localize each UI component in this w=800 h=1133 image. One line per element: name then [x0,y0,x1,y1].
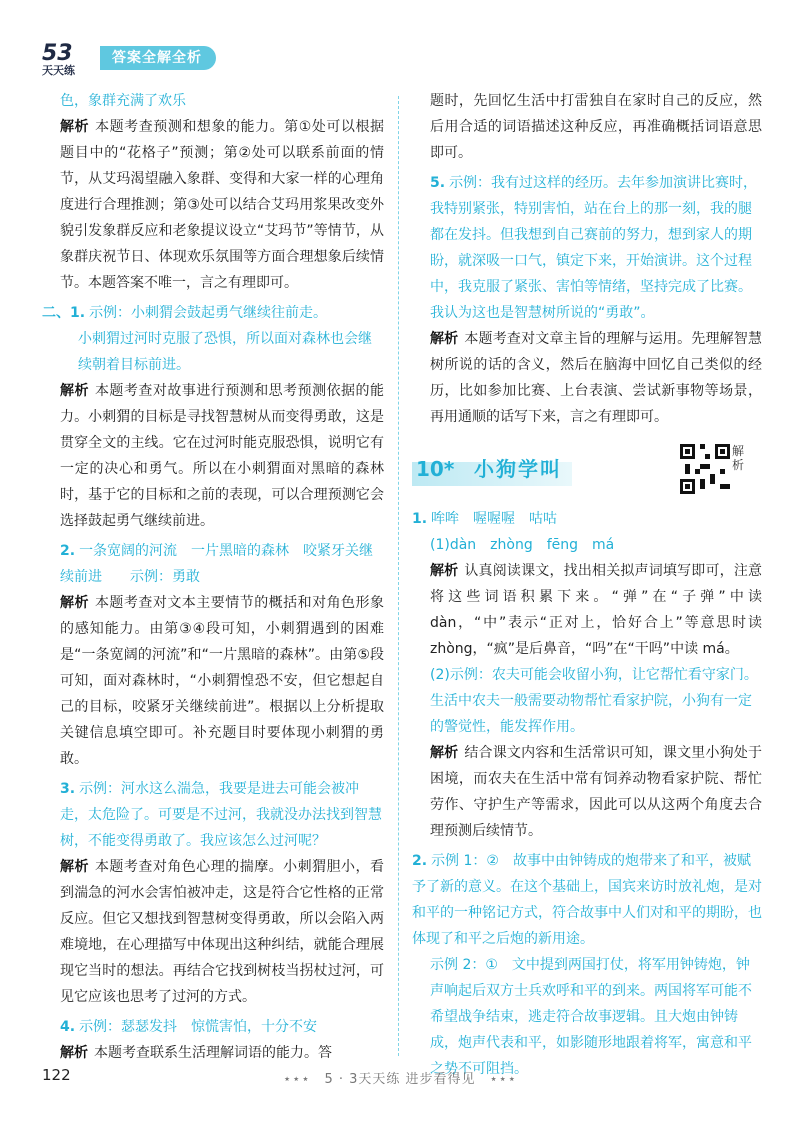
analysis-paragraph: 解析 本题考查对故事进行预测和思考预测依据的能力。小刺猬的目标是寻找智慧树从而变得勇敢，这是贯穿全文的主线。它在过河时能克服恐惧，说明它有一定的决心和勇气。所以在小刺猬面对黑暗的森林时，基于它的目标和之前的表现，可以合理预测它会选择鼓起勇气继续前进。 [60,383,384,529]
qr-code-icon[interactable] [680,444,730,494]
right-column [412,88,765,1082]
analysis-paragraph: 解析 本题考查对文本主要情节的概括和对角色形象的感知能力。由第③④段可知，小刺猬遇到的困难是“一条宽阔的河流”和“一片黑暗的森林”。由第⑤段可知，面对森林时，“小刺猬惶恐不安，但它想起自己的目标，咬紧牙关继续前进”。根据以上分析提取关键信息填空即可。补充题目时要体现小刺猬的勇敢。 [60,595,384,767]
question-3-answer: 3. 示例：河水这么湍急，我要是进去可能会被冲走，太危险了。可要是不过河，我就没办法找到智慧树，不能变得勇敢了。我应该怎么过河呢？ [60,781,382,849]
section-2-answer: 二、1. 示例：小刺猬会鼓起勇气继续往前走。 [42,305,328,321]
answer-line: 小刺猬过河时克服了恐惧，所以面对森林也会继续朝着目标前进。 [78,331,372,373]
svg-text:天天练: 天天练 [42,64,75,77]
brand-logo [40,38,102,78]
question-5-answer: 5. 示例：我有过这样的经历。去年参加演讲比赛时，我特别紧张，特别害怕，站在台上的那一刻，我的腿都在发抖。但我想到自己赛前的努力，想到家人的期盼，就深吸一口气，镇定下来，开始演讲。这个过程中，我克服了紧张、害怕等情绪，坚持完成了比赛。我认为这也是智慧树所说的“勇敢”。 [430,175,758,321]
lesson-q1-answer: 1. 哞哞 喔喔喔 咕咕 [412,511,558,527]
column-divider [398,96,399,1056]
analysis-paragraph: 解析 认真阅读课文，找出相关拟声词填写即可，注意将这些词语积累下来。“弹”在“子弹”中读 dàn，“中”表示“正对上，恰好合上”等意思时读 zhòng，“疯”是后鼻音，“吗”在“干吗”中读 má。 [430,563,763,657]
svg-text:53: 53 [42,41,73,66]
header-tab: 答案全解全析 [100,46,216,70]
lesson-heading [412,444,762,502]
lesson-number: 10* [416,457,455,481]
lesson-q2-answer-2: 示例 2：① 文中提到两国打仗，将军用钟铸炮，钟声响起后双方士兵欢呼和平的到来。两国将军可能不希望战争结束，逃走符合故事逻辑。且大炮由钟铸成，炮声代表和平，如影随形地跟着将军，寓意和平之势不可阻挡。 [430,957,752,1077]
analysis-paragraph: 解析 本题考查预测和想象的能力。第①处可以根据题目中的“花格子”预测；第②处可以联系前面的情节，从艾玛渴望融入象群、变得和大家一样的心理角度进行合理推测；第③处可以结合艾玛用浆果改变外貌引发象群反应和老象提议设立“艾玛节”等情节，从象群庆祝节日、体现欢乐氛围等方面合理想象后续情节。本题答案不唯一，言之有理即可。 [60,119,384,291]
analysis-continuation: 题时，先回忆生活中打雷独自在家时自己的反应，然后用合适的词语描述这种反应，再准确概括词语意思即可。 [430,93,762,161]
analysis-paragraph: 解析 本题考查对角色心理的揣摩。小刺猬胆小，看到湍急的河水会害怕被冲走，这是符合它性格的正常反应。但它又想找到智慧树变得勇敢，所以会陷入两难境地，在心理描写中体现出这种纠结，就能合理展现它当时的想法。再结合它找到树枝当拐杖过河，可见它应该也思考了过河的方式。 [60,859,384,1005]
lesson-q1-sub1: (1)dàn zhòng fēng má [430,537,615,553]
footer-slogan: ⋆⋆⋆ 5 · 3天天练 进步看得见 ⋆⋆⋆ [283,1072,517,1087]
lesson-q1-sub2: (2)示例：农夫可能会收留小狗，让它帮忙看守家门。 生活中农夫一般需要动物帮忙看家护院，小狗有一定的警觉性，能发挥作用。 [430,667,765,735]
analysis-paragraph: 解析 结合课文内容和生活常识可知，课文里小狗处于困境，而农夫在生活中常有饲养动物看家护院、帮忙劳作、守护生产等需求，因此可以从这两个角度去合理预测后续情节。 [430,745,763,839]
analysis-label: 解析 [60,119,90,135]
page-number: 122 [42,1066,71,1084]
qr-label: 解析 [732,444,745,472]
question-2-answer: 2. 一条宽阔的河流 一片黑暗的森林 咬紧牙关继续前进 示例：勇敢 [60,543,374,585]
answer-line: 色，象群充满了欢乐 [60,93,186,109]
analysis-paragraph: 解析 本题考查对文章主旨的理解与运用。先理解智慧树所说的话的含义，然后在脑海中回忆自己类似的经历，比如参加比赛、上台表演、尝试新事物等场景，再用通顺的话写下来，言之有理即可。 [430,331,763,425]
lesson-title: 小狗学叫 [474,457,562,481]
lesson-q2-answer-1: 2. 示例 1：② 故事中由钟铸成的炮带来了和平，被赋予了新的意义。在这个基础上，国宾来访时放礼炮，是对和平的一种铭记方式，符合故事中人们对和平的期盼，也体现了和平之后炮的新用途。 [412,853,762,947]
left-column [42,88,384,1066]
analysis-paragraph: 解析 本题考查联系生活理解词语的能力。答 [60,1045,332,1061]
question-4-answer: 4. 示例：瑟瑟发抖 惊慌害怕，十分不安 [60,1019,318,1035]
page-header [40,38,300,78]
page-footer [0,1060,800,1090]
